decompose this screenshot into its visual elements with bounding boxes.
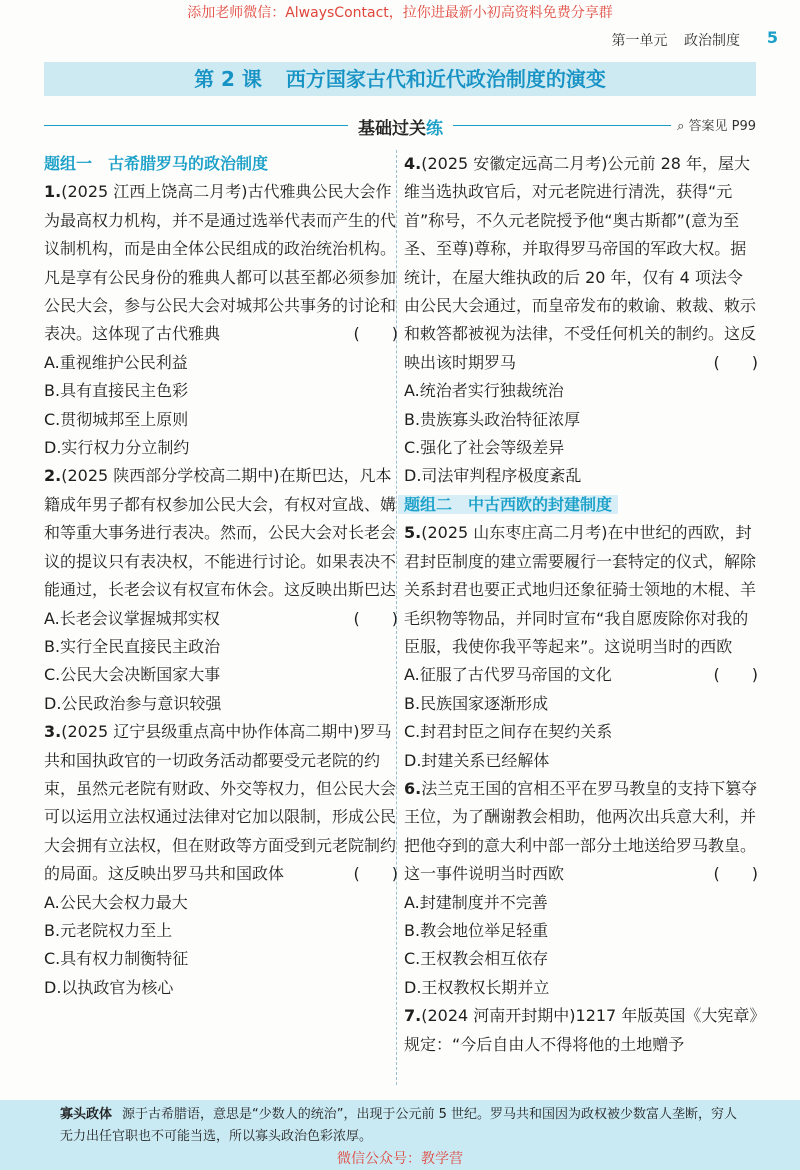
running-header (600, 30, 740, 50)
unit-label: 第一单元 (611, 33, 668, 49)
section-bar (44, 114, 756, 139)
question-stem: 法兰克王国的宫相丕平在罗马教皇的支持下篡夺王位，为了酬谢教会相助，他两次出兵意大利，并把他夺到的意大利中部一部分土地送给罗马教皇。这一事件说明当时西欧 (404, 778, 758, 884)
question-source: (2025 辽宁县级重点高中协作体高二期中) (61, 722, 360, 742)
question-stem: 罗马共和国执政官的一切政务活动都要受元老院的约束，虽然元老院有财政、外交等权力，但公民大会可以运用立法权通过法律对它加以限制，形成公民大会拥有立法权，但在财政等方面受到元老院制约的局面。这反映出罗马共和国政体 (44, 722, 397, 884)
option-c: C.贯彻城邦至上原则 (44, 409, 189, 429)
answer-paren: ( ) (353, 324, 398, 344)
option-a: A.重视维护公民利益 (44, 352, 188, 372)
option-b: B.具有直接民主色彩 (44, 381, 189, 401)
note-term: 寡头政体 (60, 1107, 113, 1122)
option-b: B.元老院权力至上 (44, 920, 173, 940)
note-body: 源于古希腊语，意思是“少数人的统治”，出现于公元前 5 世纪。罗马共和国因为政权被少数富人垄断，穷人无力出任官职也不可能当选，所以寡头政治色彩浓厚。 (60, 1107, 738, 1144)
option-c: C.具有权力制衡特征 (44, 949, 189, 969)
question-stem: 在中世纪的西欧，封君封臣制度的建立需要履行一套特定的仪式，解除关系封君也要正式地归还象征骑士领地的木棍、羊毛织物等物品，并同时宣布“我自愿废除你对我的臣服，我使你我平等起来”。这说明当时的西欧 (404, 523, 757, 656)
answer-paren: ( ) (353, 864, 398, 884)
option-a: A.统治者实行独裁统治 (404, 381, 564, 401)
lesson-number: 第 2 课 (194, 67, 262, 91)
question-number: 7. (404, 1006, 422, 1026)
option-b: B.教会地位举足轻重 (404, 920, 549, 940)
sidebar-note (60, 1104, 750, 1148)
option-c: C.王权教会相互依存 (404, 949, 549, 969)
answer-reference (671, 115, 756, 134)
question-stem: 公元前 28 年，屋大维当选执政官后，对元老院进行清洗，获得“元首”称号，不久元老院授予他“奥古斯都”(意为至圣、至尊)尊称，并取得罗马帝国的军政大权。据统计，在屋大维执政的后 20 年，仅有 4 项法令由公民大会通过，而皇帝发布的敕谕、敕裁、敕示和敕答都被视为法律，不受任何机关的制约。这反映出该时期罗马 (404, 154, 757, 372)
question-1 (44, 178, 398, 348)
watermark-bottom: 微信公众号：教学营 (337, 1151, 463, 1167)
option-c: C.强化了社会等级差异 (404, 438, 565, 458)
question-stem: 1217 年版英国《大宪章》规定：“今后自由人不得将他的土地赠予 (404, 1006, 758, 1054)
question-stem: 古代雅典公民大会作为最高权力机构，并不是通过选举代表而产生的代议制机构，而是由全体公民组成的政治统治机构。凡是享有公民身份的雅典人都可以甚至都必须参加公民大会，参与公民大会对城邦公共事务的讨论和表决。这体现了古代雅典 (44, 182, 397, 344)
question-3 (44, 718, 398, 888)
section-label-main: 基础过关 (358, 119, 426, 139)
question-4 (404, 150, 758, 377)
section-label-accent: 练 (426, 119, 443, 139)
right-column (404, 150, 758, 1059)
topic-label: 政治制度 (684, 33, 740, 49)
question-source: (2025 江西上饶高二月考) (61, 182, 248, 202)
group-title-2-text: 题组二 中古西欧的封建制度 (398, 495, 618, 514)
watermark-top: 添加老师微信：AlwaysContact，拉你进最新小初高资料免费分享群 (187, 5, 613, 21)
option-d: D.司法审判程序极度紊乱 (404, 466, 582, 486)
question-source: (2025 山东枣庄高二月考) (421, 523, 608, 543)
answer-paren: ( ) (713, 665, 758, 685)
left-column (44, 150, 398, 1002)
answer-paren: ( ) (353, 608, 398, 628)
question-7 (404, 1002, 758, 1059)
answer-paren: ( ) (713, 864, 758, 884)
question-number: 2. (44, 466, 62, 486)
option-a: A.征服了古代罗马帝国的文化 (404, 665, 612, 685)
option-d: D.封建关系已经解体 (404, 750, 550, 770)
option-c: C.公民大会决断国家大事 (44, 665, 221, 685)
group-title-1: 题组一 古希腊罗马的政治制度 (44, 154, 269, 173)
option-a: A.长老会议掌握城邦实权 (44, 608, 220, 628)
group-title-2 (404, 491, 758, 519)
lesson-title-band (44, 62, 756, 96)
page-number: 5 (766, 28, 778, 47)
question-source: (2025 安徽定远高二月考) (421, 154, 608, 173)
question-source: (2024 河南开封期中) (421, 1006, 576, 1026)
option-a: A.封建制度并不完善 (404, 892, 548, 912)
option-c: C.封君封臣之间存在契约关系 (404, 722, 613, 742)
option-d: D.实行权力分立制约 (44, 438, 190, 458)
section-label (348, 114, 453, 139)
answer-paren: ( ) (713, 352, 758, 372)
option-a: A.公民大会权力最大 (44, 892, 188, 912)
question-source: (2025 陕西部分学校高二期中) (61, 466, 280, 486)
question-number: 6. (404, 778, 422, 798)
question-6 (404, 775, 758, 889)
search-icon: ⌕ (677, 119, 685, 134)
option-b: B.贵族寡头政治特征浓厚 (404, 409, 581, 429)
question-number: 1. (44, 182, 62, 202)
option-b: B.民族国家逐渐形成 (404, 693, 549, 713)
question-stem: 在斯巴达，凡本籍成年男子都有权参加公民大会，有权对宣战、媾和等重大事务进行表决。然而，公民大会对长老会议的提议只有表决权，不能进行讨论。如果表决不能通过，长老会议有权宣布休会。这反映出斯巴达 (44, 466, 397, 600)
option-d: D.王权教权长期并立 (404, 977, 550, 997)
question-number: 5. (404, 523, 422, 543)
question-number: 3. (44, 722, 62, 742)
answer-ref-text: 答案见 P99 (688, 119, 756, 134)
option-d: D.公民政治参与意识较强 (44, 693, 222, 713)
lesson-title: 西方国家古代和近代政治制度的演变 (285, 67, 606, 91)
option-b: B.实行全民直接民主政治 (44, 636, 221, 656)
option-d: D.以执政官为核心 (44, 977, 174, 997)
question-number: 4. (404, 154, 422, 173)
